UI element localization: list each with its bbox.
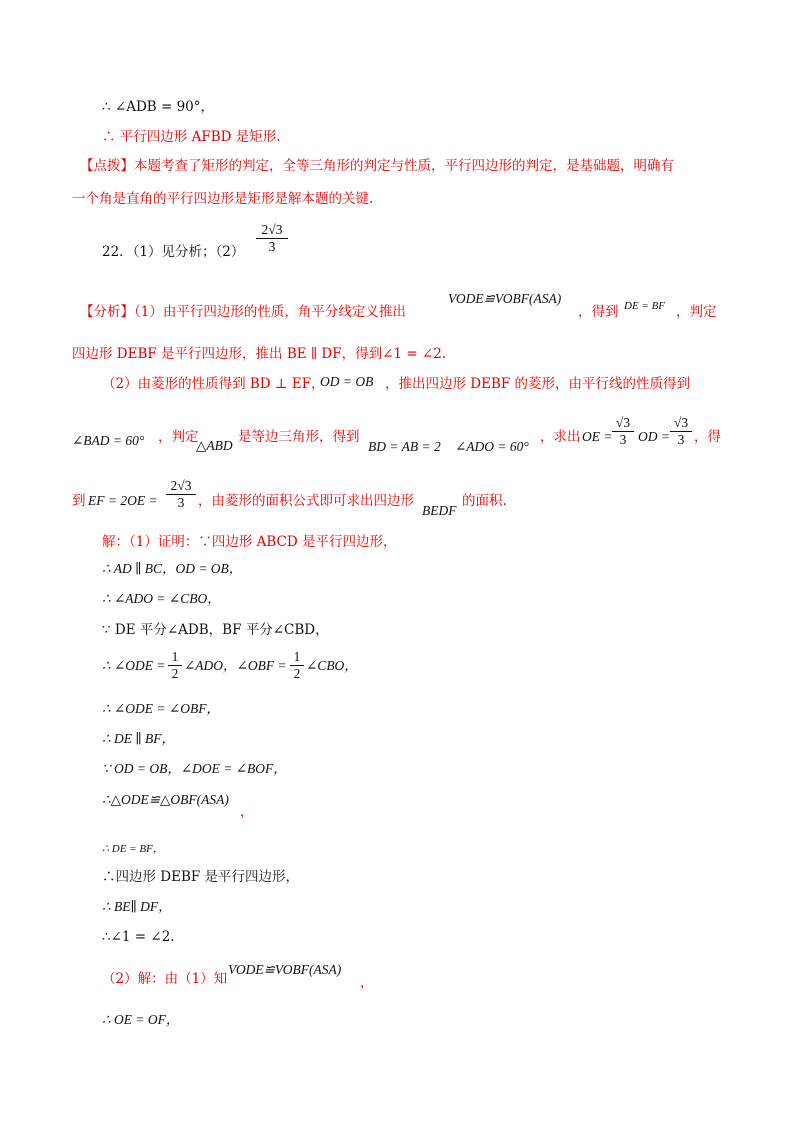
analysis-line-3b: ，推出四边形 DEBF 的菱形，由平行线的性质得到 [385,376,691,392]
analysis-line-1: 【分析】（1）由平行四边形的性质，角平分线定义推出 [80,304,406,320]
fraction-sqrt3-over-3-a: √3 3 [612,415,634,448]
analysis-line-3: （2）由菱形的性质得到 BD ⊥ EF， [102,376,325,392]
analysis-line-4c: ，求出 [540,429,581,445]
analysis-line-5b: ，由菱形的面积公式即可求出四边形 [198,493,414,509]
solution-part2-comma: ， [360,975,374,991]
math-oe: OE = [582,429,613,444]
q22-fraction: 2√3 3 [256,222,288,255]
math-de-bf: DE = BF [624,300,666,312]
math-bedf: BEDF [422,503,457,518]
math-ef: EF = 2OE = [88,493,158,508]
fraction-sqrt3-over-3-b: √3 3 [670,415,692,448]
solution-line-10: ∴ DE = BF， [102,843,164,855]
analysis-line-5c: 的面积. [462,493,507,509]
solution-part2-line: （2）解：由（1）知 [102,971,228,987]
fraction-half-b: 1 2 [290,649,304,682]
solution-line-11: ∴四边形 DEBF 是平行四边形， [102,869,300,885]
math-ado-60: ∠ADO = 60° [455,439,529,454]
analysis-line-4b: 是等边三角形，得到 [238,429,360,445]
comment-line-2: 一个角是直角的平行四边形是矩形是解本题的关键. [72,191,374,207]
fraction-2sqrt3-over-3: 2√3 3 [166,478,196,511]
analysis-line-4d: ，得 [694,429,721,445]
solution-line-8: ∵ OD = OB，∠DOE = ∠BOF， [102,761,287,776]
math-triangle-abd: △ABD [196,438,233,453]
solution-line-12: ∴ BE∥ DF， [102,899,172,914]
solution-line-5a: ∴ ∠ODE = [102,658,166,673]
solution-line-5b: ∠ADO，∠OBF = [184,658,287,673]
math-bad-60: ∠BAD = 60° [72,433,145,448]
solution-line-3: ∴ ∠ADO = ∠CBO， [102,591,221,606]
solution-line-1: 解：（1）证明：∵四边形 ABCD 是平行四边形， [102,534,397,550]
analysis-line-5a: 到 [72,493,86,509]
analysis-line-4a: ，判定 [158,429,199,445]
solution-line-13: ∴∠1 = ∠2. [102,929,175,945]
q22-answer: 22．（1）见分析；（2） [102,244,245,260]
math-congruence-2: VODE≌VOBF(ASA) [228,962,342,977]
solution-line-9-comma: ， [240,804,254,820]
comment-line-1: 【点拨】本题考查了矩形的判定，全等三角形的判定与性质，平行四边形的判定，是基础题，明确有 [80,158,674,174]
solution-line-6: ∴ ∠ODE = ∠OBF， [102,701,220,716]
solution-line-9: ∴△ODE≌△OBF(ASA) [102,792,229,807]
solution-line-4: ∵ DE 平分∠ADB，BF 平分∠CBD， [102,622,329,638]
comment-tag: 【点拨】 [80,158,134,174]
line-rectangle-conclusion: ∴ 平行四边形 AFBD 是矩形. [102,129,281,145]
analysis-line-1b: ，得到 [578,304,619,320]
line-angle-adb: ∴ ∠ADB = 90°， [102,99,215,115]
solution-line-2: ∴ AD ∥ BC，OD = OB， [102,561,243,576]
analysis-line-2: 四边形 DEBF 是平行四边形，推出 BE ∥ DF，得到∠1 = ∠2. [72,346,447,362]
solution-line-5c: ∠CBO， [306,658,358,673]
math-od-ob: OD = OB [320,374,374,389]
analysis-line-1c: ，判定 [676,304,717,320]
analysis-tag: 【分析】 [80,304,134,320]
fraction-half-a: 1 2 [168,649,182,682]
math-congruence-1: VODE≌VOBF(ASA) [448,291,562,306]
solution-line-15: ∴ OE = OF， [102,1012,180,1027]
math-od: OD = [638,429,670,444]
math-bd-ab: BD = AB = 2 [368,439,441,454]
solution-line-7: ∴ DE ∥ BF， [102,731,175,746]
